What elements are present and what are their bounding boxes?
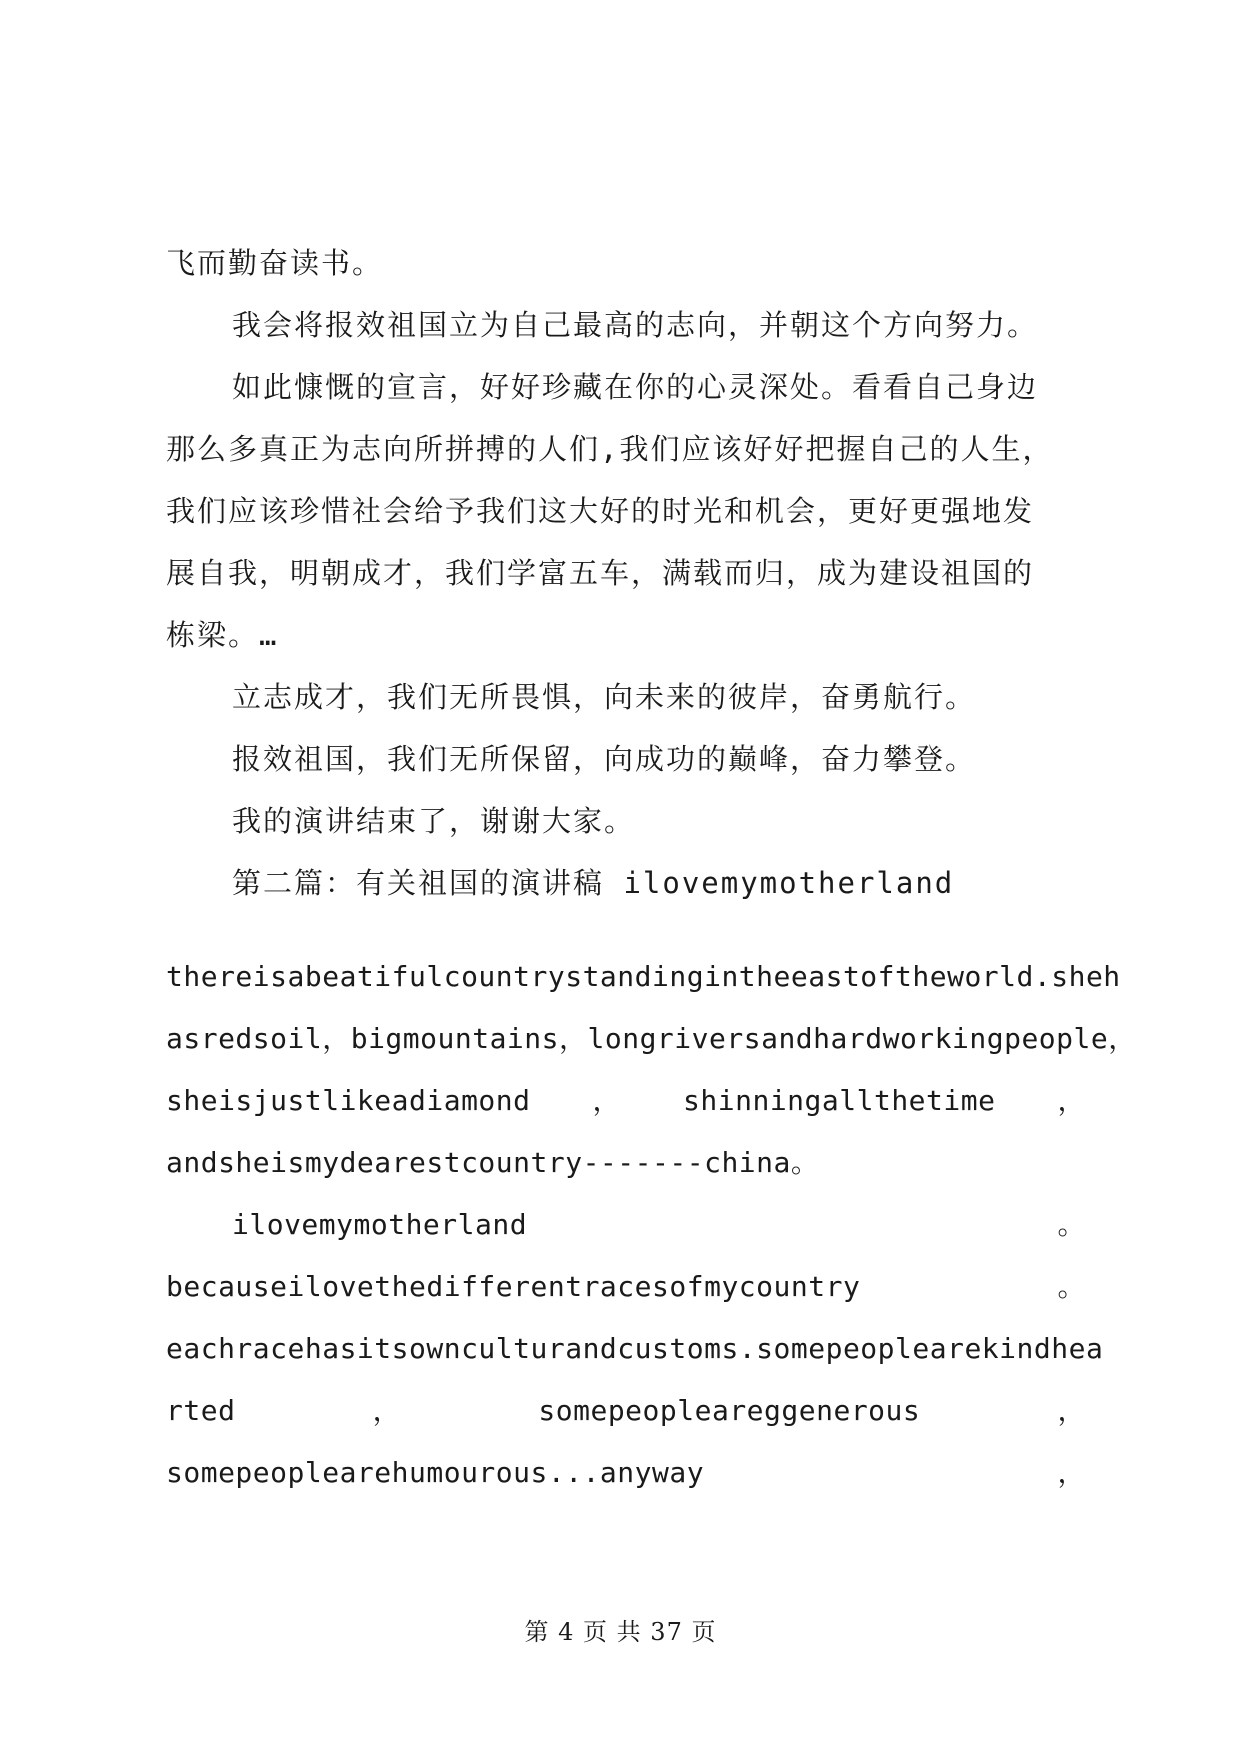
- text-segment: ，: [1057, 1456, 1086, 1489]
- paragraph-line: 栋梁。…: [166, 618, 279, 652]
- spacer: [166, 914, 1086, 946]
- text-segment: ，: [1057, 1084, 1086, 1117]
- text-segment: sheisjustlikeadiamond: [166, 1084, 531, 1117]
- english-line: eachracehasitsownculturandcustoms.somepeoplearekindhea: [166, 1332, 1104, 1365]
- paragraph-line: 那么多真正为志向所拼搏的人们,我们应该好好把握自己的人生，: [166, 432, 1054, 466]
- paragraph-line: 我会将报效祖国立为自己最高的志向，并朝这个方向努力。: [232, 308, 1039, 342]
- text-segment: ，: [372, 1394, 402, 1427]
- paragraph-line: 展自我，明朝成才，我们学富五车，满载而归，成为建设祖国的: [166, 556, 1035, 590]
- text-segment: ilovemymotherland: [232, 1208, 528, 1241]
- english-line: thereisabeatifulcountrystandingintheeastoftheworld.sheh: [166, 960, 1121, 993]
- text-segment: 。: [1057, 1208, 1086, 1241]
- page-footer: 第 4 页 共 37 页: [524, 1618, 717, 1646]
- paragraph-line: 我们应该珍惜社会给予我们这大好的时光和机会，更好更强地发: [166, 494, 1035, 528]
- text-segment: 。: [1057, 1270, 1086, 1303]
- paragraph-line: 我的演讲结束了，谢谢大家。: [232, 804, 636, 838]
- text-segment: ，: [592, 1084, 622, 1117]
- text-segment: rted: [166, 1394, 236, 1427]
- paragraph-line: 飞而勤奋读书。: [166, 246, 384, 280]
- english-line: [166, 1070, 1086, 1132]
- english-line: [166, 1380, 1086, 1442]
- section-heading: 第二篇：有关祖国的演讲稿 ilovemymotherland: [232, 866, 955, 900]
- text-segment: becauseilovethedifferentracesofmycountry: [166, 1270, 861, 1303]
- text-segment: shinningallthetime: [683, 1084, 996, 1117]
- body-text: [166, 232, 1137, 1504]
- english-line: andsheismydearestcountry-------china。: [166, 1146, 820, 1179]
- text-segment: ，: [1057, 1394, 1086, 1427]
- text-segment: somepeoplearehumourous...anyway: [166, 1456, 705, 1489]
- english-line: [166, 1256, 1086, 1318]
- paragraph-line: 报效祖国，我们无所保留，向成功的巅峰，奋力攀登。: [232, 742, 977, 776]
- english-line: asredsoil，bigmountains，longriversandhardworkingpeople，: [166, 1022, 1137, 1055]
- text-segment: somepeopleareggenerous: [538, 1394, 921, 1427]
- paragraph-line: 立志成才，我们无所畏惧，向未来的彼岸，奋勇航行。: [232, 680, 977, 714]
- english-line: [166, 1442, 1086, 1504]
- english-line: [166, 1194, 1086, 1256]
- paragraph-line: 如此慷慨的宣言，好好珍藏在你的心灵深处。看看自己身边: [232, 370, 1039, 404]
